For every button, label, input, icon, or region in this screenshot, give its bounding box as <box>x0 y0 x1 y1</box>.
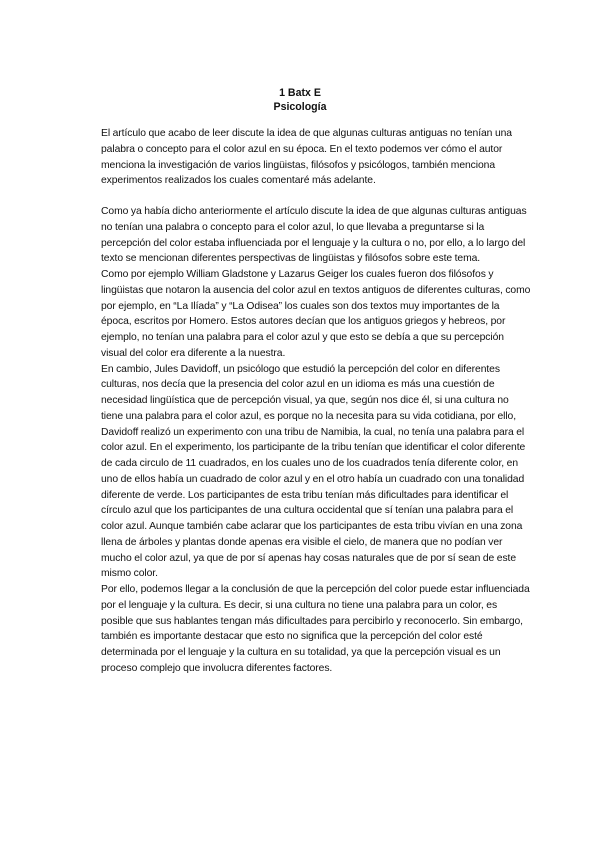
subject-title: Psicología <box>273 101 327 113</box>
paragraph-gladstone-geiger: Como por ejemplo William Gladstone y Lazarus Geiger los cuales fueron dos filósofos y lingüistas que notaron la ausencia del color azul en textos antiguos de diferentes culturas, como por ejemplo, en “La Ilíada” y “La Odisea” los cuales son dos textos muy importantes de la época, escritos por Homero. Estos autores decían que los antiguos griegos y hebreos, por ejemplo, no tenían una palabra para el color azul y que esto se debía a que su percepción visual del color era diferente a la nuestra. <box>101 269 531 359</box>
conclusion-section <box>101 582 531 677</box>
paragraph-context: Como ya había dicho anteriormente el artículo discute la idea de que algunas culturas antiguas no tenían una palabra o concepto para el color azul, lo que llevaba a preguntarse si la percepción del color estaba influenciada por el lenguaje y la cultura o no, por ello, a lo largo del texto se mencionan diferentes perspectivas de lingüistas y filósofos sobre este tema. <box>101 206 527 265</box>
class-label: 1 Batx E <box>279 87 321 99</box>
paragraph-davidoff: En cambio, Jules Davidoff, un psicólogo que estudió la percepción del color en diferentes culturas, nos decía que la presencia del color azul en un idioma es más una cuestión de necesidad lingüística que de percepción visual, ya que, según nos dice él, si una cultura no tiene una palabra para el color azul, es porque no la necesita para su vida cotidiana, por ello, Davidoff realizó un experimento con una tribu de Namibia, la cual, no tenía una palabra para el color azul. En el experimento, los participante de la tribu tenían que identificar el color diferente de cada circulo de 11 cuadrados, en los cuales uno de los cuadrados tenía diferente color, en uno de ellos había un cuadrado de color azul y en el otro había un cuadrado con una tonalidad diferente de verde. Los participantes de esta tribu tenían más dificultades para identificar el círculo azul que los participantes de una cultura occidental que sí tenían una palabra para el color azul. Aunque también cabe aclarar que los participantes de esta tribu vivían en una zona llena de árboles y plantas donde apenas era visible el cielo, de manera que no podían ver mucho el color azul, ya que de por sí apenas hay cosas naturales que de por sí sean de este mismo color. <box>101 363 526 580</box>
paragraph-intro: El artículo que acabo de leer discute la idea de que algunas culturas antiguas no tenían una palabra o concepto para el color azul en su época. En el texto podemos ver cómo el autor menciona la investigación de varios lingüistas, filósofos y psicólogos, también menciona experimentos realizados los cuales comentaré más adelante. <box>101 128 512 187</box>
document-header <box>0 86 600 114</box>
development-section <box>101 204 531 582</box>
intro-section <box>101 126 531 189</box>
paragraph-conclusion: Por ello, podemos llegar a la conclusión de que la percepción del color puede estar influenciada por el lenguaje y la cultura. Es decir, si una cultura no tiene una palabra para un color, es posible que sus hablantes tengan más dificultades para percibirlo y reconocerlo. Sin embargo, también es importante destacar que esto no significa que la percepción del color esté determinada por el lenguaje y la cultura en su totalidad, ya que la percepción visual es un proceso complejo que involucra diferentes factores. <box>101 584 530 674</box>
